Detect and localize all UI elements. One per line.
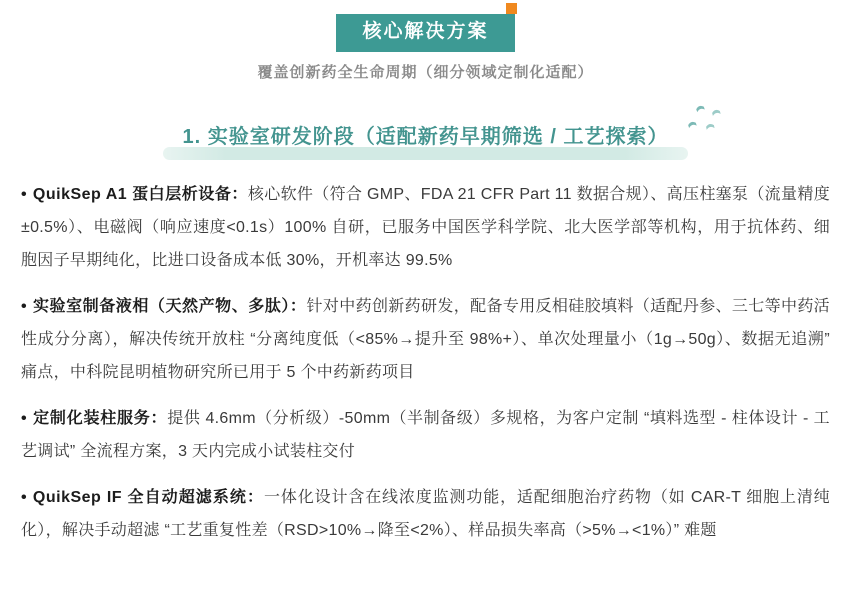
bullet-item: [21, 290, 830, 389]
bullet-item: [21, 402, 830, 468]
bullet-text: 核心软件（符合 GMP、FDA 21 CFR Part 11 数据合规）、高压柱塞泵（流量精度 ±0.5%）、电磁阀（响应速度<0.1s）100% 自研，已服务中国医学科学院、北大医学部等机构，用于抗体药、细胞因子早期纯化，比进口设备成本低 30%，开机率达 99.5%: [21, 185, 830, 269]
birds-icon: [674, 102, 726, 136]
bullet-label: 实验室制备液相（天然产物、多肽）：: [32, 297, 307, 315]
bullet-label: QuikSep A1 蛋白层析设备：: [32, 185, 248, 203]
slide-header: [0, 0, 851, 82]
section-heading: [177, 120, 675, 153]
bullet-marker: •: [21, 297, 27, 315]
slide-subtitle: 覆盖创新药全生命周期（细分领域定制化适配）: [257, 63, 594, 81]
section-badge: [336, 14, 514, 52]
section-heading-text: 1. 实验室研发阶段（适配新药早期筛选 / 工艺探索）: [182, 125, 669, 148]
brush-underline: [163, 147, 689, 160]
bullet-marker: •: [21, 409, 27, 427]
bullet-item: [21, 178, 830, 277]
bullet-item: [21, 481, 830, 547]
bullet-text: 提供 4.6mm（分析级）-50mm（半制备级）多规格，为客户定制 “填料选型 - 柱体设计 - 工艺调试” 全流程方案，3 天内完成小试装柱交付: [21, 409, 830, 460]
bullet-text: 针对中药创新药研发，配备专用反相硅胶填料（适配丹参、三七等中药活性成分分离），解决传统开放柱 “分离纯度低（<85%→提升至 98%+）、单次处理量小（1g→50g）、数据无追溯” 痛点，中科院昆明植物研究所已用于 5 个中药新药项目: [21, 297, 830, 381]
bullet-label: 定制化装柱服务：: [32, 409, 168, 427]
bullet-list: [0, 153, 851, 547]
bullet-marker: •: [21, 488, 27, 506]
badge-wrap: [336, 14, 514, 52]
bullet-text: 一体化设计含在线浓度监测功能，适配细胞治疗药物（如 CAR-T 细胞上清纯化），解决手动超滤 “工艺重复性差（RSD>10%→降至<2%）、样品损失率高（>5%→<1%）” 难题: [21, 488, 830, 539]
section-heading-row: [0, 120, 851, 153]
bullet-marker: •: [21, 185, 27, 203]
bullet-label: QuikSep IF 全自动超滤系统：: [32, 488, 265, 506]
badge-label: 核心解决方案: [362, 21, 489, 42]
orange-square-icon: [506, 3, 517, 14]
